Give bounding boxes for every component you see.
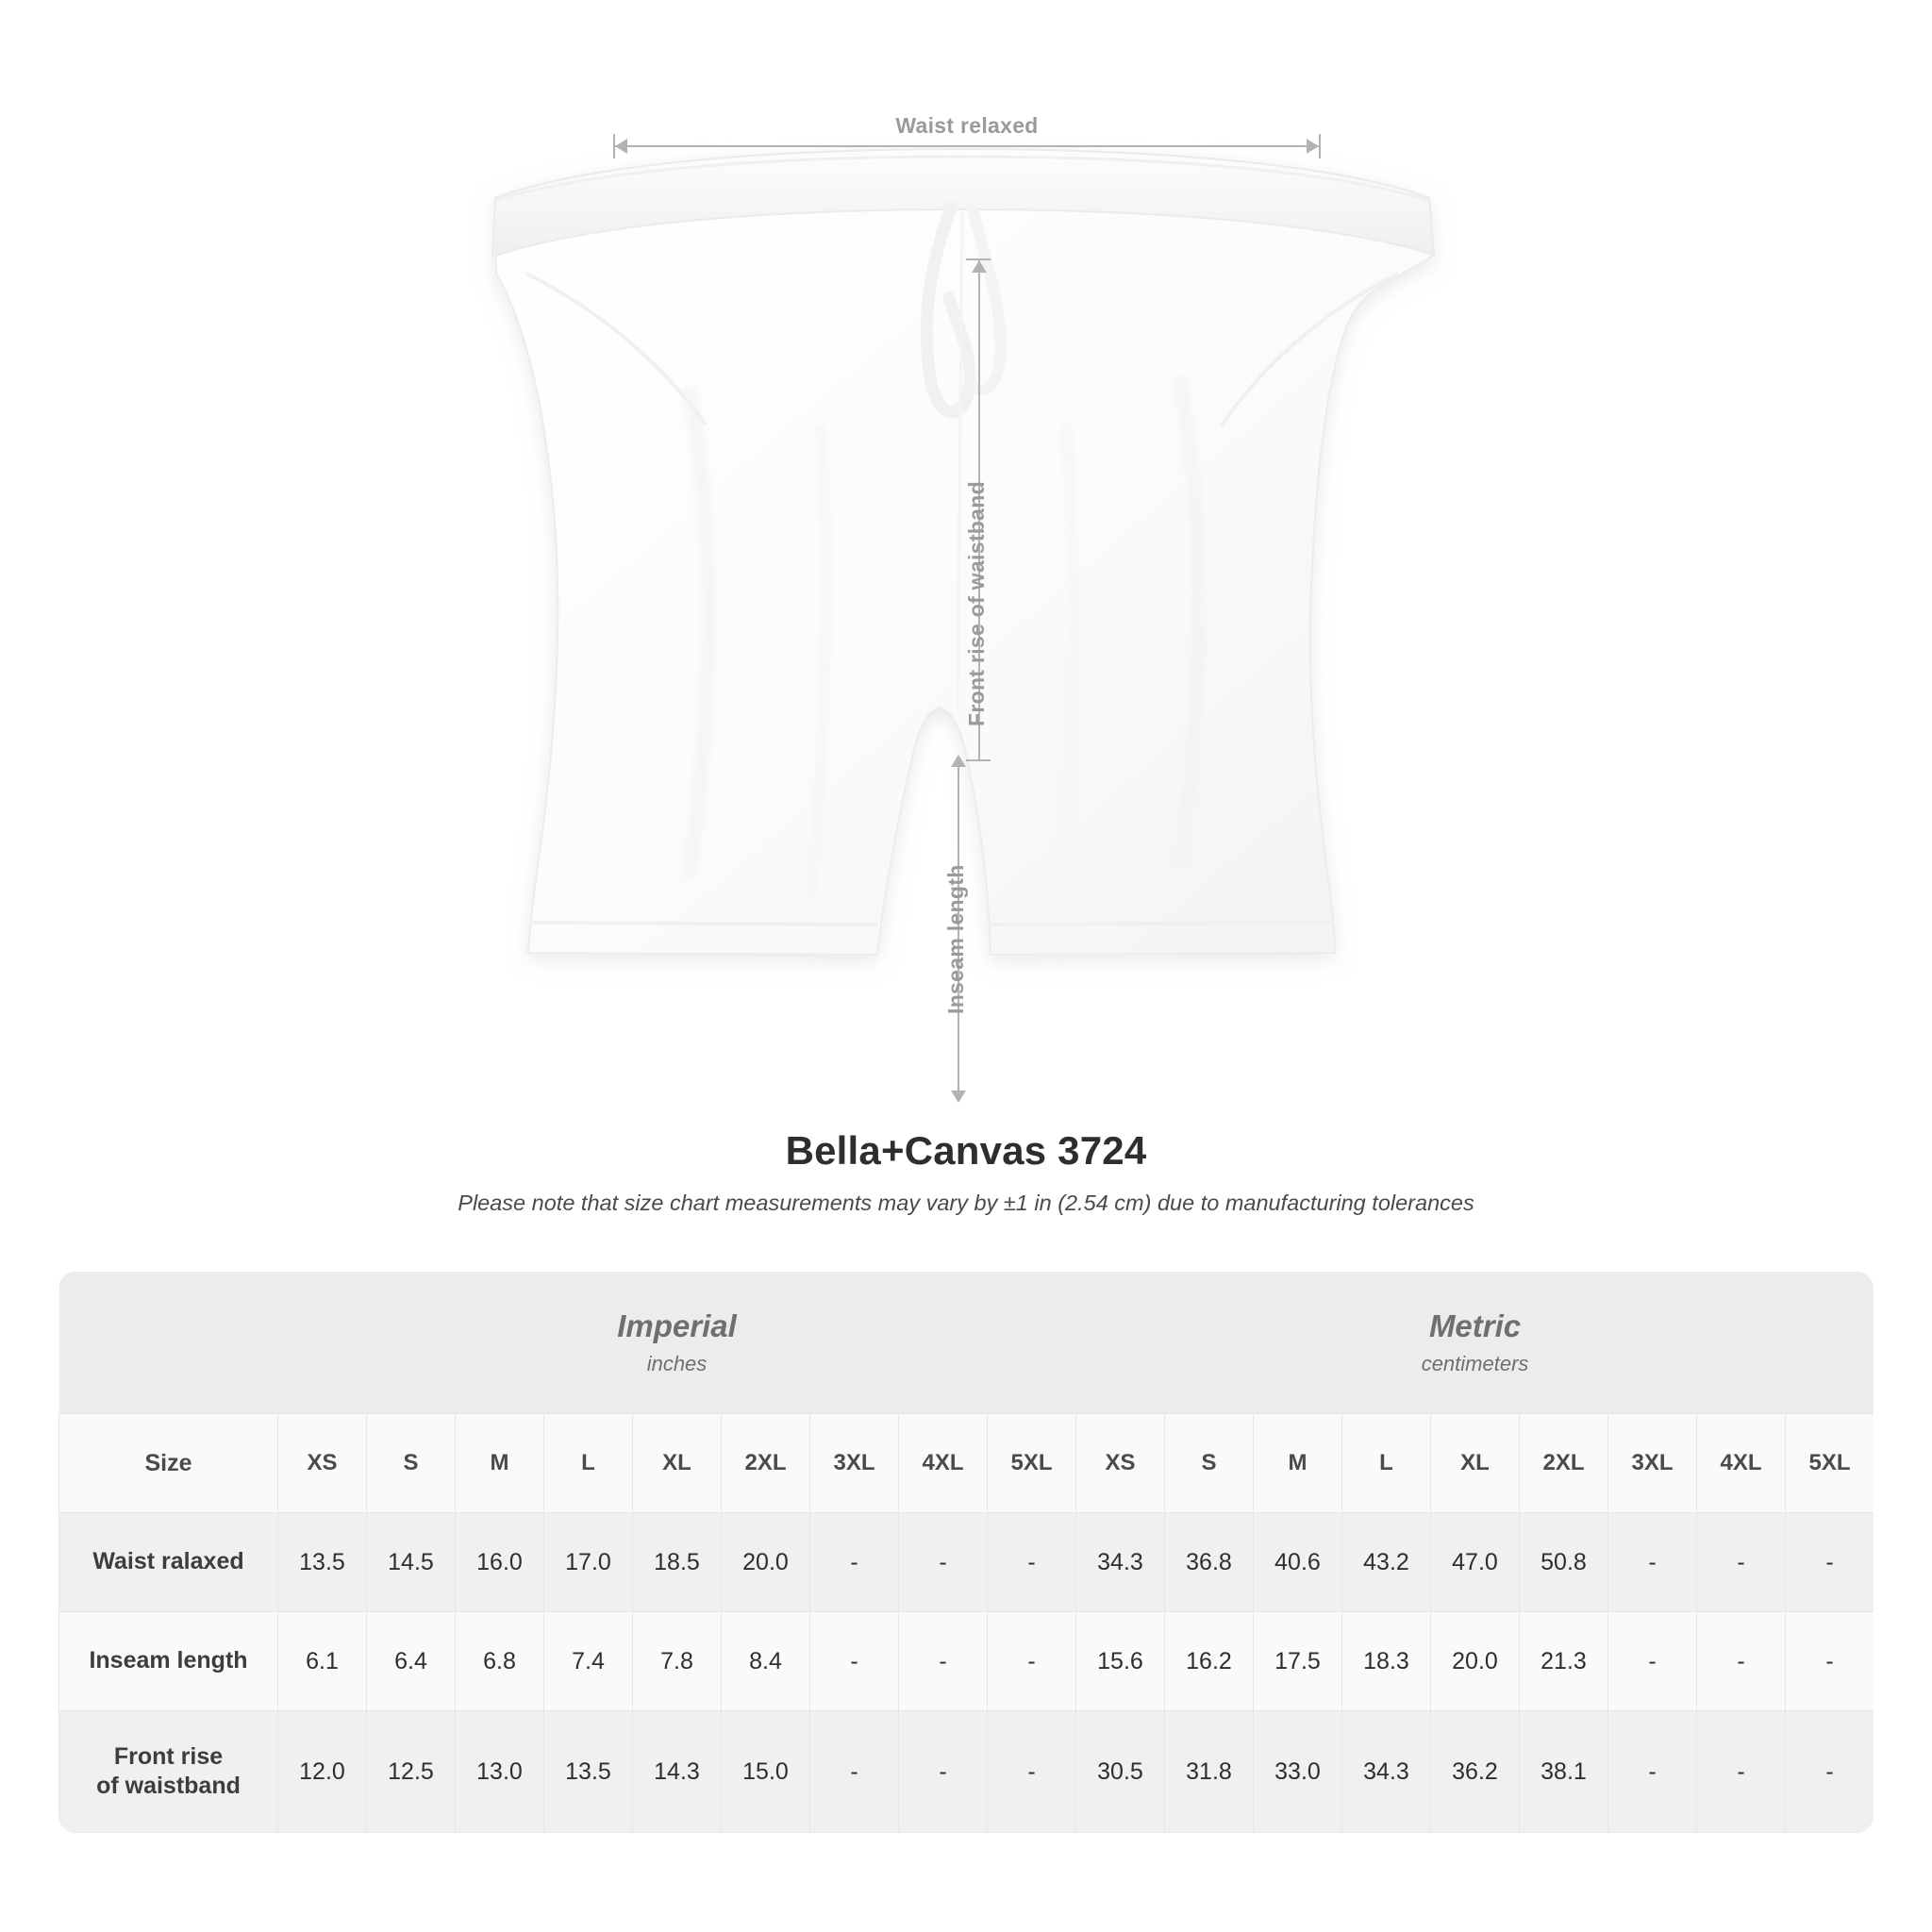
cell-inseam-imp-l: 7.4 bbox=[544, 1612, 633, 1711]
measure-waist-arrow-left bbox=[615, 139, 627, 154]
cell-waist-met-l: 43.2 bbox=[1342, 1513, 1431, 1612]
cell-inseam-met-2xl: 21.3 bbox=[1520, 1612, 1608, 1711]
cell-waist-met-xs: 34.3 bbox=[1076, 1513, 1165, 1612]
cell-inseam-met-xs: 15.6 bbox=[1076, 1612, 1165, 1711]
cell-waist-imp-l: 17.0 bbox=[544, 1513, 633, 1612]
cell-inseam-met-s: 16.2 bbox=[1165, 1612, 1254, 1711]
size-header-met-4xl: 4XL bbox=[1697, 1414, 1786, 1513]
size-chart-table-wrap bbox=[58, 1272, 1874, 1833]
measure-waist-cap-right bbox=[1319, 134, 1321, 158]
size-header-imp-5xl: 5XL bbox=[988, 1414, 1076, 1513]
size-header-met-s: S bbox=[1165, 1414, 1254, 1513]
size-header-imp-2xl: 2XL bbox=[722, 1414, 810, 1513]
measure-waist-relaxed bbox=[613, 113, 1321, 170]
cell-waist-imp-4xl: - bbox=[899, 1513, 988, 1612]
cell-inseam-imp-xl: 7.8 bbox=[633, 1612, 722, 1711]
cell-rise-met-xl: 36.2 bbox=[1431, 1711, 1520, 1833]
unit-header-imperial bbox=[278, 1272, 1076, 1414]
cell-waist-met-2xl: 50.8 bbox=[1520, 1513, 1608, 1612]
size-header-imp-xs: XS bbox=[278, 1414, 367, 1513]
cell-inseam-met-3xl: - bbox=[1608, 1612, 1697, 1711]
unit-metric-name: Metric bbox=[1428, 1308, 1522, 1343]
tolerance-note: Please note that size chart measurements may vary by ±1 in (2.54 cm) due to manufacturing tolerances bbox=[458, 1191, 1474, 1215]
cell-waist-met-5xl: - bbox=[1786, 1513, 1874, 1612]
cell-inseam-imp-s: 6.4 bbox=[367, 1612, 456, 1711]
cell-waist-met-3xl: - bbox=[1608, 1513, 1697, 1612]
measure-inseam-label: Inseam length bbox=[943, 864, 968, 1014]
size-header-met-m: M bbox=[1254, 1414, 1342, 1513]
cell-rise-imp-s: 12.5 bbox=[367, 1711, 456, 1833]
cell-inseam-imp-4xl: - bbox=[899, 1612, 988, 1711]
cell-waist-met-4xl: - bbox=[1697, 1513, 1786, 1612]
cell-inseam-imp-2xl: 8.4 bbox=[722, 1612, 810, 1711]
size-header-imp-l: L bbox=[544, 1414, 633, 1513]
cell-waist-met-m: 40.6 bbox=[1254, 1513, 1342, 1612]
cell-inseam-imp-xs: 6.1 bbox=[278, 1612, 367, 1711]
size-header-row bbox=[59, 1414, 1874, 1513]
cell-rise-imp-4xl: - bbox=[899, 1711, 988, 1833]
cell-rise-met-s: 31.8 bbox=[1165, 1711, 1254, 1833]
cell-rise-met-m: 33.0 bbox=[1254, 1711, 1342, 1833]
cell-inseam-met-m: 17.5 bbox=[1254, 1612, 1342, 1711]
size-header-imp-4xl: 4XL bbox=[899, 1414, 988, 1513]
size-header-imp-3xl: 3XL bbox=[810, 1414, 899, 1513]
cell-waist-imp-5xl: - bbox=[988, 1513, 1076, 1612]
cell-inseam-met-l: 18.3 bbox=[1342, 1612, 1431, 1711]
cell-waist-imp-xs: 13.5 bbox=[278, 1513, 367, 1612]
table-row bbox=[59, 1612, 1874, 1711]
cell-rise-met-xs: 30.5 bbox=[1076, 1711, 1165, 1833]
cell-waist-met-xl: 47.0 bbox=[1431, 1513, 1520, 1612]
measure-front-rise-cap-bottom bbox=[966, 759, 991, 761]
cell-rise-imp-2xl: 15.0 bbox=[722, 1711, 810, 1833]
size-header-imp-s: S bbox=[367, 1414, 456, 1513]
cell-waist-imp-3xl: - bbox=[810, 1513, 899, 1612]
cell-rise-met-3xl: - bbox=[1608, 1711, 1697, 1833]
cell-rise-met-4xl: - bbox=[1697, 1711, 1786, 1833]
cell-waist-met-s: 36.8 bbox=[1165, 1513, 1254, 1612]
cell-waist-imp-s: 14.5 bbox=[367, 1513, 456, 1612]
cell-rise-imp-3xl: - bbox=[810, 1711, 899, 1833]
size-header-met-xl: XL bbox=[1431, 1414, 1520, 1513]
size-header-met-3xl: 3XL bbox=[1608, 1414, 1697, 1513]
measure-waist-relaxed-label: Waist relaxed bbox=[895, 113, 1039, 138]
cell-rise-met-l: 34.3 bbox=[1342, 1711, 1431, 1833]
row-label-inseam: Inseam length bbox=[59, 1612, 278, 1711]
unit-metric-sub: centimeters bbox=[1421, 1352, 1529, 1375]
measure-front-rise-label: Front rise of waistband bbox=[964, 481, 989, 726]
cell-rise-met-2xl: 38.1 bbox=[1520, 1711, 1608, 1833]
row-label-front-rise bbox=[59, 1711, 278, 1833]
cell-inseam-imp-m: 6.8 bbox=[456, 1612, 544, 1711]
measure-inseam-arrow-bottom bbox=[951, 1091, 966, 1103]
row-label-waist: Waist ralaxed bbox=[59, 1513, 278, 1612]
size-header-met-5xl: 5XL bbox=[1786, 1414, 1874, 1513]
measure-waist-line bbox=[613, 145, 1321, 147]
measure-waist-arrow-right bbox=[1307, 139, 1319, 154]
cell-inseam-met-4xl: - bbox=[1697, 1612, 1786, 1711]
cell-rise-met-5xl: - bbox=[1786, 1711, 1874, 1833]
size-header-met-l: L bbox=[1342, 1414, 1431, 1513]
row-label-front-rise-line2: of waistband bbox=[96, 1773, 241, 1799]
cell-waist-imp-m: 16.0 bbox=[456, 1513, 544, 1612]
cell-inseam-imp-5xl: - bbox=[988, 1612, 1076, 1711]
size-header-imp-m: M bbox=[456, 1414, 544, 1513]
cell-inseam-met-xl: 20.0 bbox=[1431, 1612, 1520, 1711]
page-title: Bella+Canvas 3724 bbox=[785, 1128, 1147, 1173]
cell-inseam-imp-3xl: - bbox=[810, 1612, 899, 1711]
cell-inseam-met-5xl: - bbox=[1786, 1612, 1874, 1711]
cell-rise-imp-l: 13.5 bbox=[544, 1711, 633, 1833]
cell-rise-imp-m: 13.0 bbox=[456, 1711, 544, 1833]
size-header-met-xs: XS bbox=[1076, 1414, 1165, 1513]
size-header-label: Size bbox=[59, 1414, 278, 1513]
unit-imperial-name: Imperial bbox=[617, 1308, 737, 1343]
unit-imperial-sub: inches bbox=[646, 1352, 708, 1375]
table-row bbox=[59, 1513, 1874, 1612]
cell-waist-imp-2xl: 20.0 bbox=[722, 1513, 810, 1612]
cell-waist-imp-xl: 18.5 bbox=[633, 1513, 722, 1612]
cell-rise-imp-5xl: - bbox=[988, 1711, 1076, 1833]
unit-header-row bbox=[59, 1272, 1874, 1414]
size-header-met-2xl: 2XL bbox=[1520, 1414, 1608, 1513]
table-row bbox=[59, 1711, 1874, 1833]
unit-header-corner bbox=[59, 1272, 278, 1414]
unit-header-metric bbox=[1076, 1272, 1874, 1414]
size-chart-table bbox=[58, 1272, 1874, 1833]
row-label-front-rise-line1: Front rise bbox=[113, 1742, 224, 1770]
cell-rise-imp-xl: 14.3 bbox=[633, 1711, 722, 1833]
title-block bbox=[0, 1128, 1932, 1216]
size-header-imp-xl: XL bbox=[633, 1414, 722, 1513]
cell-rise-imp-xs: 12.0 bbox=[278, 1711, 367, 1833]
